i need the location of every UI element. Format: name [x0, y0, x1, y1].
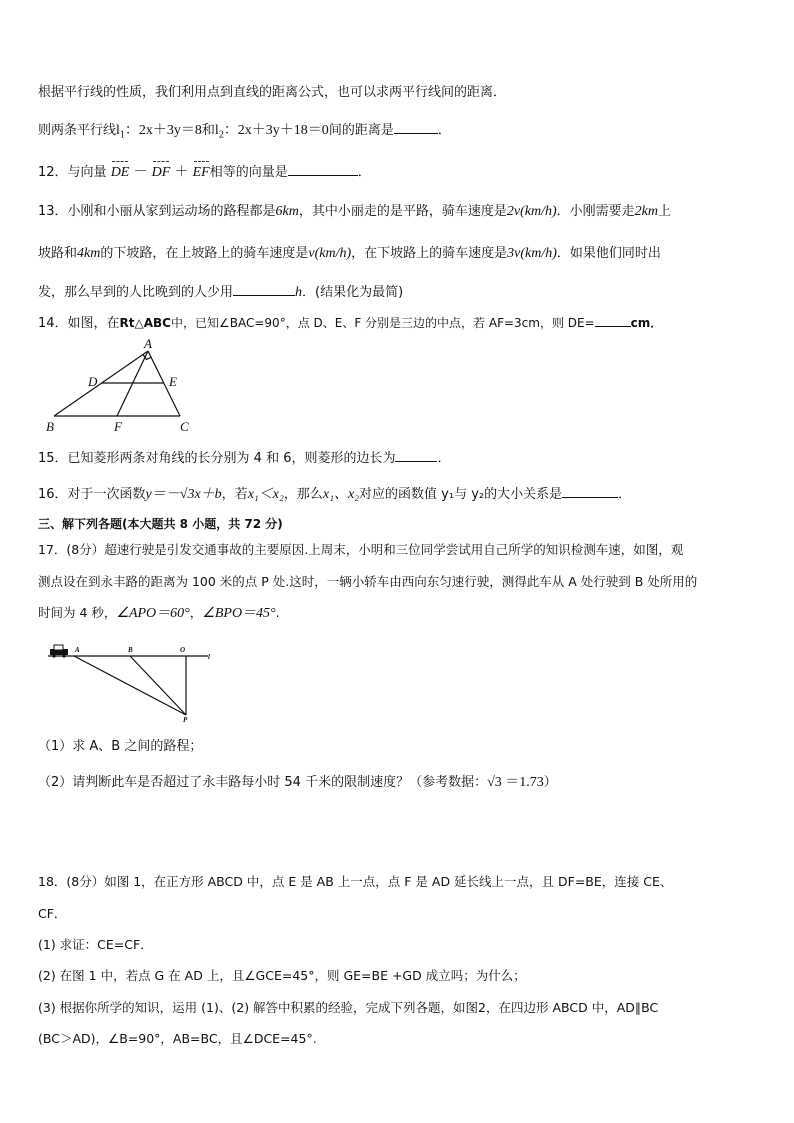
q16-function: y＝－√3x＋b [145, 487, 222, 502]
q13-line-3 [38, 281, 403, 302]
q17-sub2-text: （2）请判断此车是否超过了永丰路每小时 54 千米的限制速度？（参考数据： [38, 775, 488, 790]
q15-text: 15．已知菱形两条对角线的长分别为 4 和 6，则菱形的边长为 [38, 451, 396, 466]
line-l1-equation: ：2x＋3y＝8 [124, 123, 202, 138]
label-e: E [169, 374, 177, 389]
q17-sub-1: （1）求 A、B 之间的路程； [38, 739, 203, 754]
label-b: B [128, 646, 133, 654]
q12-end: ． [357, 165, 371, 180]
q16-end: ． [618, 487, 632, 502]
q15-end: ． [437, 451, 451, 466]
q13-text: ．小刚需要走 [556, 204, 635, 219]
q13-text: ，在下坡路上的骑车速度是 [351, 246, 508, 261]
vector-df: DF [151, 165, 171, 180]
q12-prefix: 12．与向量 [38, 165, 107, 180]
q16-text: ，那么 [283, 487, 323, 502]
q18-line-2: CF． [38, 906, 67, 921]
intro-text: 则两条平行线 [38, 123, 117, 138]
q13-unit: (km/h) [314, 246, 352, 261]
answer-blank [288, 161, 358, 176]
q17-end: . [275, 605, 280, 620]
q13-text: 的下坡路，在上坡路上的骑车速度是 [100, 246, 309, 261]
q13-distance: 4km [77, 246, 101, 261]
line-l2-equation: ：2x＋3y＋18＝0 [223, 123, 329, 138]
section-title: 三、解下列各题(本大题共 8 小题，共 72 分) [38, 517, 283, 531]
minus-sign: － [133, 165, 148, 180]
q13-distance: 6km [275, 204, 299, 219]
triangle-figure [40, 336, 210, 434]
q17-line-1: 17．(8分）超速行驶是引发交通事故的主要原因.上周末，小明和三位同学尝试用自己所学的知识检测车速，如图，观 [38, 542, 684, 557]
q13-text: ，其中小丽走的是平路，骑车速度是 [298, 204, 507, 219]
q18-line-1: 18．(8分）如图 1，在正方形 ABCD 中，点 E 是 AB 上一点，点 F 是 AD 延长线上一点，且 DF=BE，连接 CE、 [38, 874, 673, 889]
q13-text: 上 [658, 204, 672, 219]
angle-apo: ∠APO＝60° [116, 606, 190, 621]
label-c: C [180, 419, 189, 434]
q13-speed: 2v [506, 204, 521, 219]
q14-line [38, 312, 662, 333]
q16-text: ，若 [221, 487, 248, 502]
q17-text: 时间为 4 秒， [38, 605, 117, 620]
q17-line-3 [38, 604, 280, 623]
road-figure [44, 640, 224, 724]
q13-line-2 [38, 245, 661, 263]
q13-speed: 3v [507, 246, 521, 261]
q13-text: 发，那么早到的人比晚到的人少用 [38, 285, 234, 300]
q17-sub-2 [38, 774, 557, 792]
reference-value: √3 ＝1.73 [487, 775, 544, 790]
intro-end: ． [437, 123, 451, 138]
q18-sub-4: (BC＞AD)，∠B=90°，AB=BC，且∠DCE=45°. [38, 1031, 317, 1046]
q13-text: 坡路和 [38, 246, 78, 261]
q17-comma: ， [189, 605, 203, 620]
plus-sign: ＋ [174, 165, 189, 180]
label-f: F [114, 419, 122, 434]
l1-symbol: l [116, 123, 120, 138]
q14-unit: cm． [630, 316, 663, 330]
line-bp [130, 656, 186, 715]
q13-text: ．(结果化为最简) [302, 285, 404, 300]
q16-text: 对应的函数值 y₁与 y₂的大小关系是 [359, 487, 563, 502]
answer-blank [595, 312, 631, 327]
and-text: 和 [201, 123, 215, 138]
answer-blank [394, 119, 438, 134]
intro-text-post: 间的距离是 [328, 123, 394, 138]
answer-blank [233, 281, 295, 296]
q18-sub-1: (1) 求证：CE=CF． [38, 937, 153, 952]
line-ap [74, 656, 186, 715]
q13-line-1 [38, 203, 671, 221]
intro-line-2 [38, 119, 451, 145]
q16-line [38, 483, 631, 504]
answer-blank [395, 447, 437, 462]
vector-de: DE [110, 165, 130, 180]
q16-condition: x₁＜x₂ [247, 487, 284, 502]
q12-line [38, 161, 371, 182]
q16-variables: x₁、x₂ [322, 487, 360, 502]
label-o: O [180, 646, 186, 654]
q16-text: 16．对于一次函数 [38, 487, 146, 502]
label-p: P [183, 716, 188, 724]
q12-text: 相等的向量是 [209, 165, 288, 180]
label-a: A [144, 336, 152, 351]
l1-subscript: 1 [119, 129, 125, 141]
intro-line-1: 根据平行线的性质，我们利用点到直线的距离公式，也可以求两平行线间的距离． [38, 85, 507, 100]
l2-symbol: l [214, 123, 219, 138]
q14-text: 中，已知∠BAC=90°，点 D、E、F 分别是三边的中点，若 AF=3cm，则 DE= [171, 316, 595, 330]
q18-sub-2: (2) 在图 1 中，若点 G 在 AD 上，且∠GCE=45°，则 GE=BE +GD 成立吗；为什么； [38, 968, 526, 983]
q13-unit: (km/h) [520, 246, 557, 261]
l2-subscript: 2 [218, 129, 224, 141]
q14-text: 14．如图，在 [38, 316, 120, 331]
q15-line [38, 447, 451, 468]
label-a: A [75, 646, 80, 654]
q13-distance: 2km [634, 204, 658, 219]
angle-bpo: ∠BPO＝45° [202, 606, 276, 621]
q14-triangle: Rt△ABC [119, 316, 171, 330]
q13-unit-h: h [295, 285, 303, 300]
label-b: B [46, 419, 54, 434]
q13-speed: v [308, 246, 315, 261]
vector-ef: EF [192, 165, 210, 180]
answer-blank [562, 483, 618, 498]
label-d: D [88, 374, 98, 389]
q17-line-2: 测点设在到永丰路的距离为 100 米的点 P 处.这时，一辆小轿车由西向东匀速行驶，测得此车从 A 处行驶到 B 处所用的 [38, 574, 698, 589]
q18-sub-3: (3) 根据你所学的知识，运用 (1)、(2) 解答中积累的经验，完成下列各题，如图2，在四边形 ABCD 中，AD∥BC [38, 1000, 659, 1015]
q13-text: 13．小刚和小丽从家到运动场的路程都是 [38, 204, 276, 219]
q17-sub2-end: ） [543, 775, 557, 790]
q13-text: ．如果他们同时出 [556, 246, 661, 261]
label-l: l [208, 653, 210, 661]
q13-unit: (km/h) [520, 204, 557, 219]
